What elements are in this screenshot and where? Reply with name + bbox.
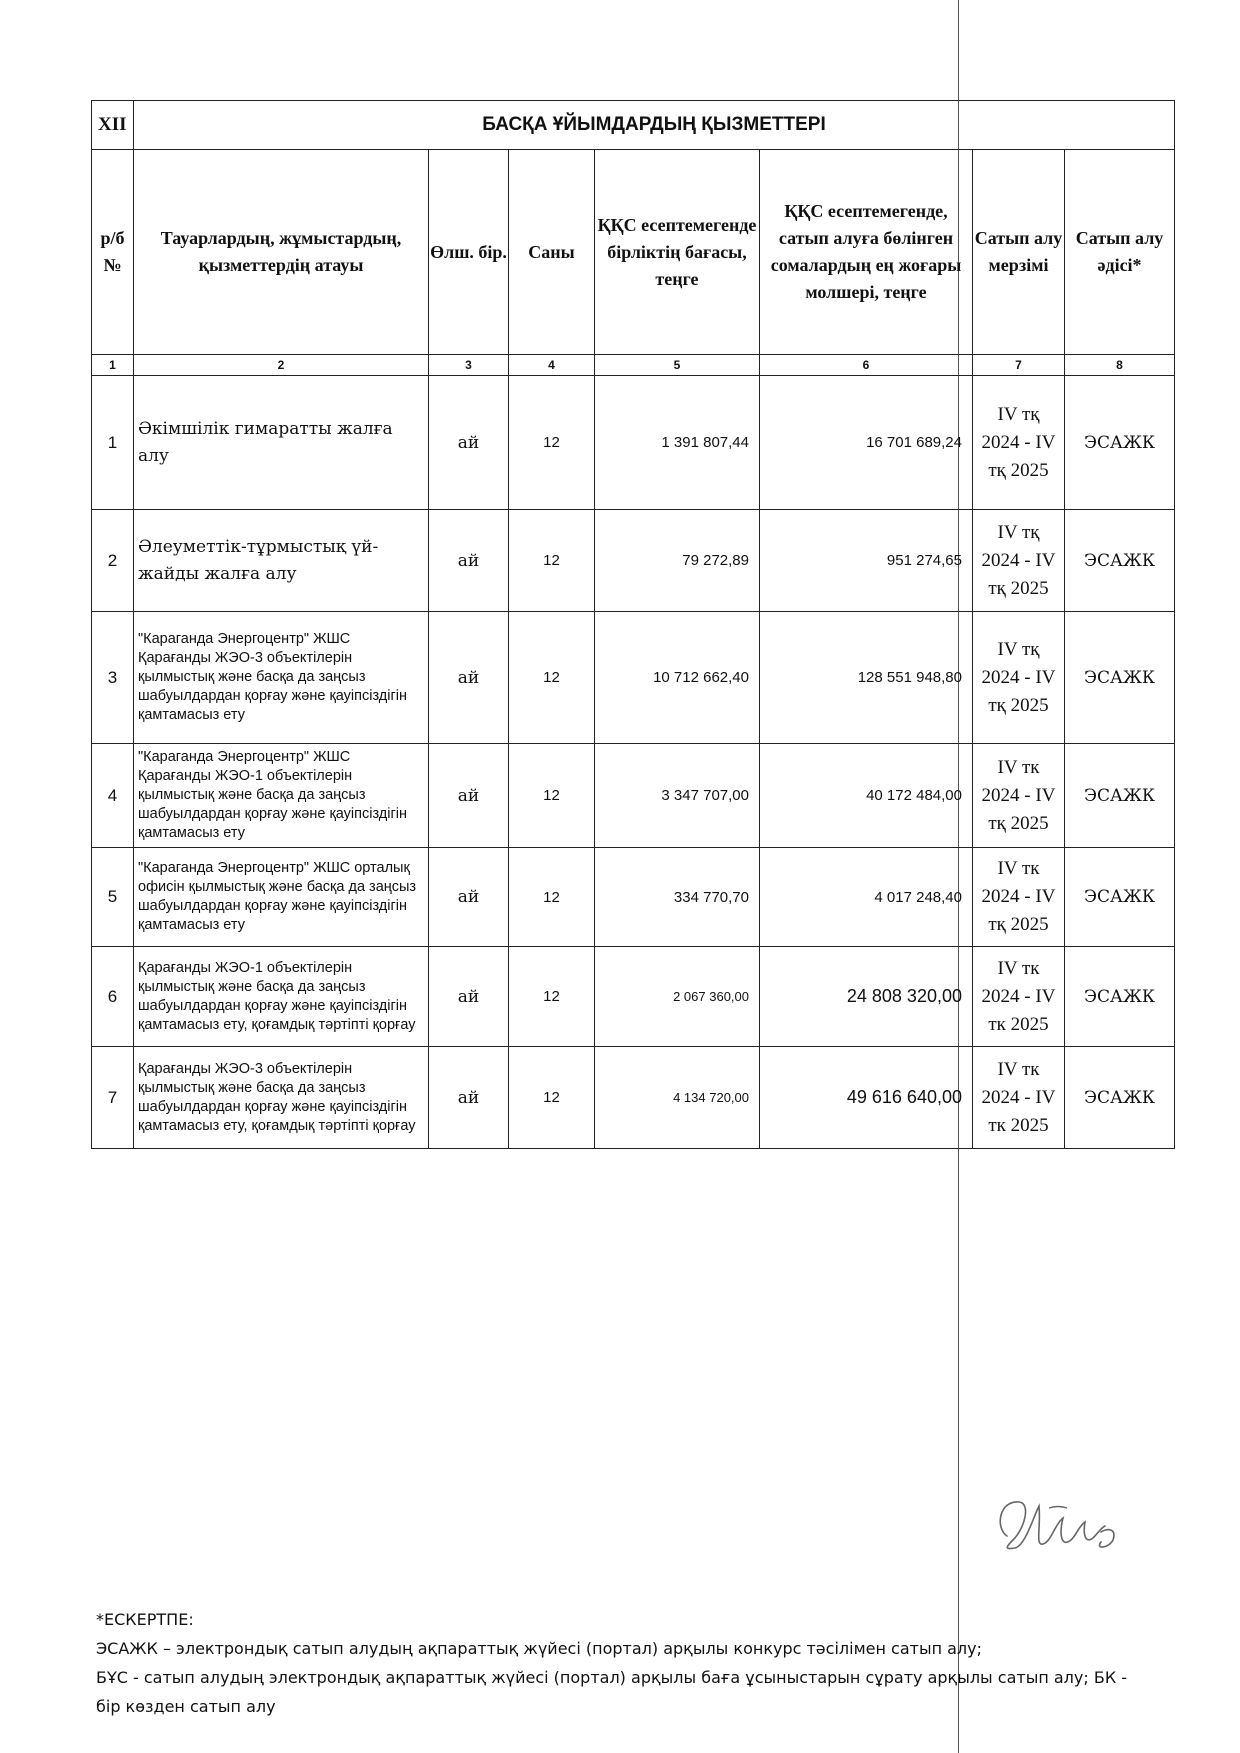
quantity-cell: 12 — [509, 612, 595, 744]
period-line: тқ 2025 — [988, 694, 1049, 716]
period-cell — [973, 744, 1065, 848]
table-row — [92, 510, 1175, 612]
unit-price-cell: 4 134 720,00 — [595, 1047, 760, 1149]
header-procurement-method: Сатып алу әдісі* — [1065, 150, 1175, 355]
section-title: БАСҚА ҰЙЫМДАРДЫҢ ҚЫЗМЕТТЕРІ — [134, 101, 1175, 150]
header-procurement-period: Сатып алу мерзімі — [973, 150, 1065, 355]
unit-cell: ай — [429, 376, 509, 510]
row-number: 6 — [92, 947, 134, 1047]
header-item-name: Тауарлардың, жұмыстардың, қызметтердің атауы — [134, 150, 429, 355]
footnote-line-esazhk: ЭСАЖК – электрондық сатып алудың ақпараттық жүйесі (портал) арқылы конкурс тәсілімен сатып алу; — [96, 1639, 983, 1658]
period-cell — [973, 376, 1065, 510]
column-index: 2 — [134, 355, 429, 376]
method-cell: ЭСАЖК — [1065, 848, 1175, 947]
header-total-amount: ҚҚС есептемегенде, сатып алуға бөлінген сомалардың ең жоғары молшері, теңге — [760, 150, 973, 355]
period-line: тқ 2025 — [988, 812, 1049, 834]
unit-cell: ай — [429, 848, 509, 947]
column-index: 6 — [760, 355, 973, 376]
total-amount-cell: 49 616 640,00 — [760, 1047, 973, 1149]
quantity-cell: 12 — [509, 848, 595, 947]
period-cell — [973, 947, 1065, 1047]
footnote-title: *ЕСКЕРТПЕ: — [96, 1610, 194, 1629]
method-cell: ЭСАЖК — [1065, 1047, 1175, 1149]
footnote — [96, 1605, 1156, 1721]
column-index: 1 — [92, 355, 134, 376]
header-unit: Өлш. бір. — [429, 150, 509, 355]
table-row — [92, 947, 1175, 1047]
period-line: тк 2025 — [988, 1013, 1049, 1035]
unit-price-cell: 2 067 360,00 — [595, 947, 760, 1047]
unit-price-cell: 10 712 662,40 — [595, 612, 760, 744]
total-amount-cell: 951 274,65 — [760, 510, 973, 612]
item-name: Әкімшілік гимаратты жалға алу — [134, 376, 429, 510]
unit-cell: ай — [429, 612, 509, 744]
header-quantity: Саны — [509, 150, 595, 355]
table-row — [92, 376, 1175, 510]
item-name: "Караганда Энергоцентр" ЖШС Қарағанды ЖЭО-1 объектілерін қылмыстық және басқа да заңсыз шабуылдардан қорғау және қауіпсіздігін қамтамасыз ету — [134, 744, 429, 848]
period-line: IV тқ — [997, 521, 1040, 543]
column-index: 7 — [973, 355, 1065, 376]
column-header-row — [92, 150, 1175, 355]
column-index: 8 — [1065, 355, 1175, 376]
row-number: 4 — [92, 744, 134, 848]
unit-price-cell: 1 391 807,44 — [595, 376, 760, 510]
period-line: 2024 - IV — [981, 985, 1056, 1007]
period-line: тқ 2025 — [988, 577, 1049, 599]
row-number: 7 — [92, 1047, 134, 1149]
method-cell: ЭСАЖК — [1065, 612, 1175, 744]
item-name: Әлеуметтік-тұрмыстық үй-жайды жалға алу — [134, 510, 429, 612]
section-header-row — [92, 101, 1175, 150]
unit-cell: ай — [429, 510, 509, 612]
header-row-number: р/б № — [92, 150, 134, 355]
method-cell: ЭСАЖК — [1065, 947, 1175, 1047]
row-number: 2 — [92, 510, 134, 612]
period-line: IV тк — [997, 858, 1040, 879]
column-index-row — [92, 355, 1175, 376]
row-number: 3 — [92, 612, 134, 744]
method-cell: ЭСАЖК — [1065, 744, 1175, 848]
period-cell — [973, 510, 1065, 612]
period-cell — [973, 1047, 1065, 1149]
period-line: IV тк — [997, 1058, 1040, 1080]
quantity-cell: 12 — [509, 510, 595, 612]
quantity-cell: 12 — [509, 1047, 595, 1149]
quantity-cell: 12 — [509, 376, 595, 510]
period-line: 2024 - IV — [981, 666, 1056, 688]
period-line: IV тк — [997, 756, 1040, 778]
table-row — [92, 1047, 1175, 1149]
total-amount-cell: 128 551 948,80 — [760, 612, 973, 744]
period-line: IV тқ — [997, 638, 1040, 660]
unit-cell: ай — [429, 1047, 509, 1149]
table-row — [92, 744, 1175, 848]
quantity-cell: 12 — [509, 744, 595, 848]
item-name: Қарағанды ЖЭО-3 объектілерін қылмыстық және басқа да заңсыз шабуылдардан қорғау және қауіпсіздігін қамтамасыз ету, қоғамдық тәртіпті қорғау — [134, 1047, 429, 1149]
item-name: Қарағанды ЖЭО-1 объектілерін қылмыстық және басқа да заңсыз шабуылдардан қорғау және қауіпсіздігін қамтамасыз ету, қоғамдық тәртіпті қорғау — [134, 947, 429, 1047]
total-amount-cell: 24 808 320,00 — [760, 947, 973, 1047]
column-index: 4 — [509, 355, 595, 376]
section-number: XII — [92, 101, 134, 150]
item-name: "Караганда Энергоцентр" ЖШС орталық офисін қылмыстық және басқа да заңсыз шабуылдардан қорғау және қауіпсіздігін қамтамасыз ету — [134, 848, 429, 947]
period-cell — [973, 612, 1065, 744]
period-line: 2024 - IV — [981, 1086, 1056, 1108]
table-row — [92, 848, 1175, 947]
period-line: IV тк — [997, 957, 1040, 979]
unit-cell: ай — [429, 744, 509, 848]
period-cell — [973, 848, 1065, 947]
period-line: 2024 - IV — [981, 431, 1056, 453]
period-line: тқ 2025 — [988, 459, 1049, 481]
period-line: 2024 - IV — [981, 886, 1056, 907]
method-cell: ЭСАЖК — [1065, 510, 1175, 612]
unit-cell: ай — [429, 947, 509, 1047]
column-index: 5 — [595, 355, 760, 376]
period-line: тк 2025 — [988, 1114, 1049, 1136]
table-row — [92, 612, 1175, 744]
unit-price-cell: 334 770,70 — [595, 848, 760, 947]
total-amount-cell: 16 701 689,24 — [760, 376, 973, 510]
footnote-line-bus-bk: БҰС - сатып алудың электрондық ақпараттық жүйесі (портал) арқылы баға ұсыныстарын сұрату арқылы сатып алу; БК - бір көзден сатып алу — [96, 1668, 1128, 1716]
total-amount-cell: 4 017 248,40 — [760, 848, 973, 947]
item-name: "Караганда Энергоцентр" ЖШС Қарағанды ЖЭО-3 объектілерін қылмыстық және басқа да заңсыз шабуылдардан қорғау және қауіпсіздігін қамтамасыз ету — [134, 612, 429, 744]
procurement-table — [91, 100, 1175, 1149]
row-number: 1 — [92, 376, 134, 510]
method-cell: ЭСАЖК — [1065, 376, 1175, 510]
column-index: 3 — [429, 355, 509, 376]
header-unit-price: ҚҚС есептемегенде бірліктің бағасы, теңге — [595, 150, 760, 355]
period-line: 2024 - IV — [981, 549, 1056, 571]
period-line: 2024 - IV — [981, 784, 1056, 806]
period-line: тқ 2025 — [988, 914, 1049, 935]
handwritten-signature — [985, 1488, 1135, 1568]
unit-price-cell: 79 272,89 — [595, 510, 760, 612]
row-number: 5 — [92, 848, 134, 947]
quantity-cell: 12 — [509, 947, 595, 1047]
period-line: IV тқ — [997, 403, 1040, 425]
total-amount-cell: 40 172 484,00 — [760, 744, 973, 848]
unit-price-cell: 3 347 707,00 — [595, 744, 760, 848]
